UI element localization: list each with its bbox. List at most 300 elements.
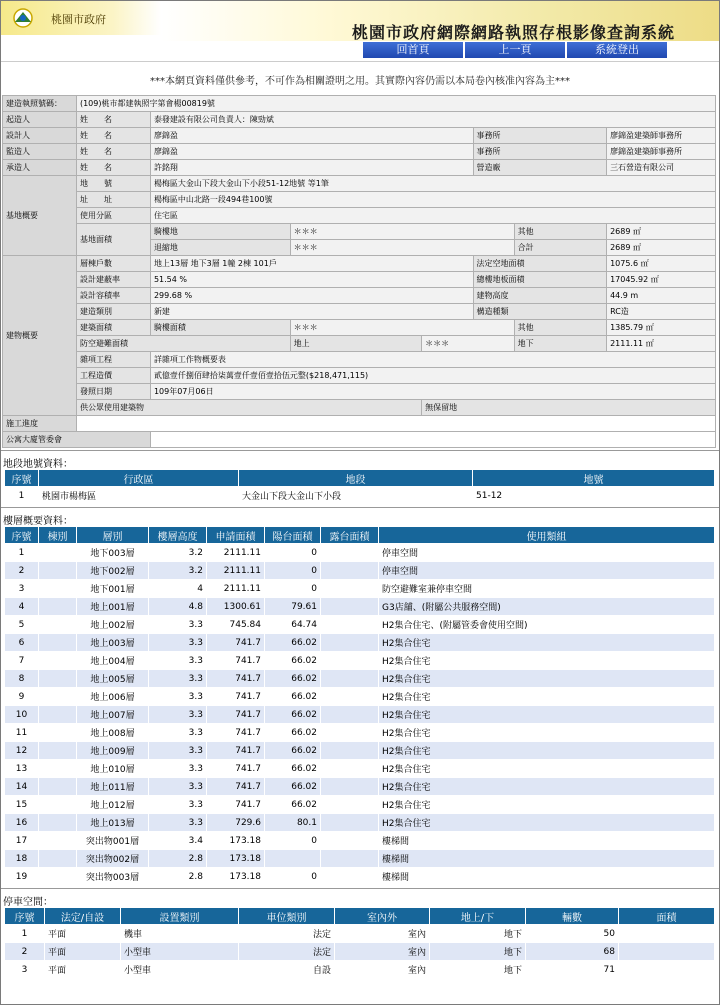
table-row xyxy=(5,778,715,796)
name-label: 姓 名 xyxy=(76,112,150,128)
floor_section-header-balcony: 陽台面積 xyxy=(265,527,321,544)
contractor-factory: 三石營造有限公司 xyxy=(607,160,716,176)
height-cell: 3.2 xyxy=(149,544,207,562)
usage-cell: H2集合住宅 xyxy=(379,652,715,670)
seq-cell: 2 xyxy=(5,943,45,961)
logout-button[interactable]: 系統登出 xyxy=(567,42,667,58)
floor_section-header-height: 樓層高度 xyxy=(149,527,207,544)
area-cell xyxy=(619,943,715,961)
arcade-area-label: 騎樓面積 xyxy=(150,320,290,336)
table-row xyxy=(5,961,715,979)
space-type-cell: 法定 xyxy=(239,925,335,943)
area-cell: 1300.61 xyxy=(207,598,265,616)
seq-cell: 3 xyxy=(5,961,45,979)
seq-cell: 12 xyxy=(5,742,39,760)
balcony-cell: 66.02 xyxy=(265,634,321,652)
committee-label: 公寓大廈管委會 xyxy=(3,432,151,448)
floor-cell: 地上013層 xyxy=(77,814,149,832)
balcony-cell: 66.02 xyxy=(265,706,321,724)
table-row xyxy=(5,562,715,580)
address-label: 址 址 xyxy=(76,192,150,208)
public-use-label: 供公眾使用建築物 xyxy=(76,400,421,416)
area-cell: 741.7 xyxy=(207,634,265,652)
seq-cell: 8 xyxy=(5,670,39,688)
floor-cell: 地下002層 xyxy=(77,562,149,580)
lot-label: 地 號 xyxy=(76,176,150,192)
floors-value: 地上13層 地下3層 1幢 2棟 101戶 xyxy=(150,256,473,272)
terrace-cell xyxy=(321,742,379,760)
cost-value: 貳億壹仟捌佰肆拾柒萬壹仟壹佰壹拾伍元整($218,471,115) xyxy=(150,368,715,384)
floor-cell: 地上009層 xyxy=(77,742,149,760)
floor-cell: 地上010層 xyxy=(77,760,149,778)
floor_section-header-terrace: 露台面積 xyxy=(321,527,379,544)
terrace-cell xyxy=(321,796,379,814)
floor-cell: 地上002層 xyxy=(77,616,149,634)
address-value: 楊梅區中山北路一段494巷100號 xyxy=(150,192,715,208)
floor-cell: 地上005層 xyxy=(77,670,149,688)
building-cell xyxy=(39,742,77,760)
space-type-cell: 自設 xyxy=(239,961,335,979)
parking_section-header-above-below: 地上/下 xyxy=(430,908,526,925)
balcony-cell: 66.02 xyxy=(265,724,321,742)
far-value: 299.68 % xyxy=(150,288,473,304)
site-header xyxy=(1,1,719,62)
logo-strip xyxy=(1,1,161,35)
usage-cell: H2集合住宅 xyxy=(379,688,715,706)
arcade-label: 騎樓地 xyxy=(150,224,290,240)
height-cell: 3.3 xyxy=(149,742,207,760)
above-below-cell: 地下 xyxy=(430,925,526,943)
floor-cell: 地上011層 xyxy=(77,778,149,796)
terrace-cell xyxy=(321,868,379,886)
legal-self-cell: 平面 xyxy=(45,961,121,979)
permit-number-label: 建造執照號碼： xyxy=(3,96,77,112)
designer-label: 設計人 xyxy=(3,128,77,144)
balcony-cell: 66.02 xyxy=(265,742,321,760)
usage-cell: H2集合住宅 xyxy=(379,760,715,778)
parking_section-header-category: 設置類別 xyxy=(121,908,239,925)
parking_section-header-legal-self: 法定/自設 xyxy=(45,908,121,925)
usage-cell: 停車空間 xyxy=(379,544,715,562)
coverage-label: 設計建蔽率 xyxy=(76,272,150,288)
legal-self-cell: 平面 xyxy=(45,943,121,961)
base-section-label: 基地概要 xyxy=(3,176,77,256)
category-cell: 機車 xyxy=(121,925,239,943)
height-cell: 3.3 xyxy=(149,634,207,652)
building-cell xyxy=(39,724,77,742)
height-cell: 2.8 xyxy=(149,850,207,868)
parking-header-row xyxy=(5,908,715,925)
balcony-cell: 0 xyxy=(265,562,321,580)
total-floor-value: 17045.92 ㎡ xyxy=(607,272,716,288)
table-row xyxy=(5,670,715,688)
terrace-cell xyxy=(321,706,379,724)
usage-cell: 防空避難室兼停車空間 xyxy=(379,580,715,598)
land_section-header-district: 行政區 xyxy=(39,470,239,487)
floor-section-title: 樓層概要資料： xyxy=(3,516,73,527)
height-label: 建物高度 xyxy=(473,288,607,304)
area-cell: 741.7 xyxy=(207,778,265,796)
area-cell: 741.7 xyxy=(207,688,265,706)
height-cell: 3.3 xyxy=(149,670,207,688)
other-value: 2689 ㎡ xyxy=(607,224,716,240)
seq-cell: 11 xyxy=(5,724,39,742)
indoor-outdoor-cell: 室內 xyxy=(335,925,430,943)
table-row xyxy=(5,616,715,634)
building-other-value: 1385.79 ㎡ xyxy=(607,320,716,336)
terrace-cell xyxy=(321,778,379,796)
area-cell: 2111.11 xyxy=(207,580,265,598)
section-cell: 大金山下段大金山下小段 xyxy=(239,487,473,505)
seq-cell: 14 xyxy=(5,778,39,796)
total-floor-label: 總樓地板面積 xyxy=(473,272,607,288)
indoor-outdoor-cell: 室內 xyxy=(335,943,430,961)
table-row xyxy=(5,652,715,670)
terrace-cell xyxy=(321,562,379,580)
area-cell: 745.84 xyxy=(207,616,265,634)
usage-cell: 樓梯間 xyxy=(379,868,715,886)
name-label: 姓 名 xyxy=(76,128,150,144)
type-value: 新建 xyxy=(150,304,473,320)
above-label: 地上 xyxy=(290,336,422,352)
supervisor-label: 監造人 xyxy=(3,144,77,160)
balcony-cell: 66.02 xyxy=(265,760,321,778)
balcony-cell: 64.74 xyxy=(265,616,321,634)
count-cell: 50 xyxy=(526,925,619,943)
balcony-cell xyxy=(265,850,321,868)
balcony-cell: 0 xyxy=(265,544,321,562)
progress-label: 施工進度 xyxy=(3,416,77,432)
table-row xyxy=(5,760,715,778)
floors-label: 層棟戶數 xyxy=(76,256,150,272)
seq-cell: 2 xyxy=(5,562,39,580)
issue-date-label: 發照日期 xyxy=(76,384,150,400)
zoning-label: 使用分區 xyxy=(76,208,150,224)
floor-cell: 地上012層 xyxy=(77,796,149,814)
terrace-cell xyxy=(321,598,379,616)
table-row xyxy=(5,796,715,814)
terrace-cell xyxy=(321,652,379,670)
height-cell: 3.3 xyxy=(149,796,207,814)
seq-cell: 4 xyxy=(5,598,39,616)
structure-label: 構造種類 xyxy=(473,304,607,320)
designer-office: 廖錦盈建築師事務所 xyxy=(607,128,716,144)
usage-cell: H2集合住宅 xyxy=(379,814,715,832)
floor-cell: 地下003層 xyxy=(77,544,149,562)
misc-label: 雜項工程 xyxy=(76,352,150,368)
structure-value: RC造 xyxy=(607,304,716,320)
category-cell: 小型車 xyxy=(121,961,239,979)
office-label: 事務所 xyxy=(473,144,607,160)
building-cell xyxy=(39,850,77,868)
progress-value xyxy=(76,416,715,432)
building-cell xyxy=(39,598,77,616)
base-area-label: 基地面積 xyxy=(76,224,150,256)
usage-cell: H2集合住宅 xyxy=(379,742,715,760)
usage-cell: H2集合住宅 xyxy=(379,634,715,652)
seq-cell: 19 xyxy=(5,868,39,886)
usage-cell: H2集合住宅 xyxy=(379,670,715,688)
terrace-cell xyxy=(321,760,379,778)
balcony-cell: 0 xyxy=(265,832,321,850)
building-cell xyxy=(39,688,77,706)
area-cell: 741.7 xyxy=(207,706,265,724)
balcony-cell: 79.61 xyxy=(265,598,321,616)
count-cell: 68 xyxy=(526,943,619,961)
building-other-label: 其他 xyxy=(514,320,606,336)
building-cell xyxy=(39,634,77,652)
balcony-cell: 0 xyxy=(265,868,321,886)
area-cell: 741.7 xyxy=(207,742,265,760)
seq-cell: 7 xyxy=(5,652,39,670)
table-row xyxy=(5,850,715,868)
parking_section-header-area: 面積 xyxy=(619,908,715,925)
usage-cell: H2集合住宅 xyxy=(379,778,715,796)
designer-name: 廖錦盈 xyxy=(150,128,473,144)
building-cell xyxy=(39,868,77,886)
floor-cell: 地上006層 xyxy=(77,688,149,706)
name-label: 姓 名 xyxy=(76,160,150,176)
home-button[interactable]: 回首頁 xyxy=(363,42,463,58)
area-cell: 741.7 xyxy=(207,670,265,688)
land-header-row xyxy=(5,470,715,487)
seq-cell: 1 xyxy=(5,487,39,505)
area-cell: 2111.11 xyxy=(207,562,265,580)
below-value: 2111.11 ㎡ xyxy=(607,336,716,352)
floor_section-header-floor: 層別 xyxy=(77,527,149,544)
other-label: 其他 xyxy=(514,224,606,240)
floor-cell: 地上004層 xyxy=(77,652,149,670)
setback-value: ＊＊＊ xyxy=(290,240,514,256)
floor_section-header-seq: 序號 xyxy=(5,527,39,544)
area-cell: 173.18 xyxy=(207,850,265,868)
floor-table xyxy=(4,526,715,886)
seq-cell: 18 xyxy=(5,850,39,868)
area-cell xyxy=(619,961,715,979)
parking_section-header-space-type: 車位類別 xyxy=(239,908,335,925)
building-cell xyxy=(39,544,77,562)
gov-name: 桃園市政府 xyxy=(51,13,106,26)
parking_section-header-seq: 序號 xyxy=(5,908,45,925)
height-cell: 3.3 xyxy=(149,706,207,724)
usage-cell: 樓梯間 xyxy=(379,850,715,868)
issue-date-value: 109年07月06日 xyxy=(150,384,715,400)
floor-header-row xyxy=(5,527,715,544)
height-cell: 4 xyxy=(149,580,207,598)
legal-self-cell: 平面 xyxy=(45,925,121,943)
area-cell: 2111.11 xyxy=(207,544,265,562)
terrace-cell xyxy=(321,634,379,652)
building-cell xyxy=(39,814,77,832)
floor-cell: 突出物002層 xyxy=(77,850,149,868)
table-row xyxy=(5,580,715,598)
name-label: 姓 名 xyxy=(76,144,150,160)
balcony-cell: 0 xyxy=(265,580,321,598)
building-cell xyxy=(39,760,77,778)
floor-cell: 地上008層 xyxy=(77,724,149,742)
balcony-cell: 80.1 xyxy=(265,814,321,832)
table-row xyxy=(5,688,715,706)
parking_section-header-count: 輛數 xyxy=(526,908,619,925)
supervisor-office: 廖錦盈建築師事務所 xyxy=(607,144,716,160)
category-cell: 小型車 xyxy=(121,943,239,961)
usage-cell: H2集合住宅 xyxy=(379,706,715,724)
seq-cell: 1 xyxy=(5,925,45,943)
seq-cell: 5 xyxy=(5,616,39,634)
floor_section-header-building: 棟別 xyxy=(39,527,77,544)
table-row xyxy=(5,832,715,850)
building-cell xyxy=(39,778,77,796)
seq-cell: 1 xyxy=(5,544,39,562)
parking_section-header-indoor-outdoor: 室內外 xyxy=(335,908,430,925)
height-cell: 3.3 xyxy=(149,652,207,670)
lot-number-cell: 51-12 xyxy=(473,487,715,505)
nav-buttons xyxy=(361,42,667,58)
table-row xyxy=(5,742,715,760)
applicant-name: 泰發建設有限公司負責人：陳勁斌 xyxy=(150,112,715,128)
building-cell xyxy=(39,796,77,814)
arcade-area-value: ＊＊＊ xyxy=(290,320,514,336)
floor_section-header-area: 申請面積 xyxy=(207,527,265,544)
legal-open-value: 1075.6 ㎡ xyxy=(607,256,716,272)
height-value: 44.9 m xyxy=(607,288,716,304)
factory-label: 營造廠 xyxy=(473,160,607,176)
area-cell: 173.18 xyxy=(207,832,265,850)
parking-table xyxy=(4,907,715,979)
seq-cell: 9 xyxy=(5,688,39,706)
height-cell: 3.3 xyxy=(149,814,207,832)
permit-number: (109)桃市都建執照字第會楊00819號 xyxy=(76,96,715,112)
floor_section-header-usage: 使用類組 xyxy=(379,527,715,544)
seq-cell: 17 xyxy=(5,832,39,850)
terrace-cell xyxy=(321,616,379,634)
committee-value xyxy=(150,432,715,448)
zoning-value: 住宅區 xyxy=(150,208,715,224)
back-button[interactable]: 上一頁 xyxy=(465,42,565,58)
table-row xyxy=(5,868,715,886)
table-row xyxy=(5,706,715,724)
height-cell: 3.3 xyxy=(149,778,207,796)
height-cell: 3.3 xyxy=(149,616,207,634)
building-cell xyxy=(39,562,77,580)
district-cell: 桃園市楊梅區 xyxy=(39,487,239,505)
above-below-cell: 地下 xyxy=(430,943,526,961)
area-cell: 741.7 xyxy=(207,796,265,814)
building-cell xyxy=(39,832,77,850)
office-label: 事務所 xyxy=(473,128,607,144)
balcony-cell: 66.02 xyxy=(265,796,321,814)
disclaimer: ***本網頁資料僅供參考，不可作為相關證明之用。其實際內容仍需以本局卷內核准內容為主*** xyxy=(150,76,570,87)
table-row xyxy=(5,925,715,943)
below-label: 地下 xyxy=(514,336,606,352)
balcony-cell: 66.02 xyxy=(265,652,321,670)
terrace-cell xyxy=(321,580,379,598)
above-below-cell: 地下 xyxy=(430,961,526,979)
coverage-value: 51.54 % xyxy=(150,272,473,288)
land_section-header-lot-number: 地號 xyxy=(473,470,715,487)
seq-cell: 16 xyxy=(5,814,39,832)
usage-cell: H2集合住宅 xyxy=(379,724,715,742)
terrace-cell xyxy=(321,850,379,868)
system-title: 桃園市政府網際網路執照存根影像查詢系統 xyxy=(351,23,675,42)
area-cell: 741.7 xyxy=(207,760,265,778)
legal-open-label: 法定空地面積 xyxy=(473,256,607,272)
seq-cell: 6 xyxy=(5,634,39,652)
seq-cell: 13 xyxy=(5,760,39,778)
count-cell: 71 xyxy=(526,961,619,979)
seq-cell: 15 xyxy=(5,796,39,814)
area-cell xyxy=(619,925,715,943)
balcony-cell: 66.02 xyxy=(265,670,321,688)
indoor-outdoor-cell: 室內 xyxy=(335,961,430,979)
land-section-title: 地段地號資料： xyxy=(3,459,73,470)
arcade-value: ＊＊＊ xyxy=(290,224,514,240)
floor-cell: 突出物003層 xyxy=(77,868,149,886)
supervisor-name: 廖錦盈 xyxy=(150,144,473,160)
cost-label: 工程造價 xyxy=(76,368,150,384)
land-table xyxy=(4,469,715,505)
land_section-header-section: 地段 xyxy=(239,470,473,487)
height-cell: 3.2 xyxy=(149,562,207,580)
misc-value: 詳雜項工作物概要表 xyxy=(150,352,715,368)
building-cell xyxy=(39,670,77,688)
building-cell xyxy=(39,616,77,634)
type-label: 建造類別 xyxy=(76,304,150,320)
balcony-cell: 66.02 xyxy=(265,778,321,796)
table-row xyxy=(5,814,715,832)
area-cell: 729.6 xyxy=(207,814,265,832)
floor-cell: 地上001層 xyxy=(77,598,149,616)
parking-section-title: 停車空間： xyxy=(3,897,53,908)
floor-cell: 地下001層 xyxy=(77,580,149,598)
total-label: 合計 xyxy=(514,240,606,256)
terrace-cell xyxy=(321,688,379,706)
building-section-label: 建物概要 xyxy=(3,256,77,416)
table-row xyxy=(5,487,715,505)
table-row xyxy=(5,544,715,562)
land_section-header-seq: 序號 xyxy=(5,470,39,487)
height-cell: 2.8 xyxy=(149,868,207,886)
area-cell: 741.7 xyxy=(207,652,265,670)
floor-cell: 突出物001層 xyxy=(77,832,149,850)
terrace-cell xyxy=(321,670,379,688)
floor-cell: 地上007層 xyxy=(77,706,149,724)
usage-cell: 樓梯間 xyxy=(379,832,715,850)
terrace-cell xyxy=(321,814,379,832)
space-type-cell: 法定 xyxy=(239,943,335,961)
height-cell: 3.3 xyxy=(149,760,207,778)
setback-label: 退縮地 xyxy=(150,240,290,256)
usage-cell: H2集合住宅 xyxy=(379,796,715,814)
far-label: 設計容積率 xyxy=(76,288,150,304)
retain-land-label: 無保留地 xyxy=(422,400,716,416)
usage-cell: 停車空間 xyxy=(379,562,715,580)
table-row xyxy=(5,598,715,616)
contractor-name: 許銘翔 xyxy=(150,160,473,176)
building-cell xyxy=(39,706,77,724)
terrace-cell xyxy=(321,832,379,850)
usage-cell: G3店舖、(附屬公共服務空間) xyxy=(379,598,715,616)
total-value: 2689 ㎡ xyxy=(607,240,716,256)
terrace-cell xyxy=(321,544,379,562)
table-row xyxy=(5,634,715,652)
terrace-cell xyxy=(321,724,379,742)
height-cell: 3.3 xyxy=(149,724,207,742)
title-band xyxy=(161,1,719,41)
building-cell xyxy=(39,580,77,598)
height-cell: 4.8 xyxy=(149,598,207,616)
shelter-label: 防空避難面積 xyxy=(76,336,290,352)
